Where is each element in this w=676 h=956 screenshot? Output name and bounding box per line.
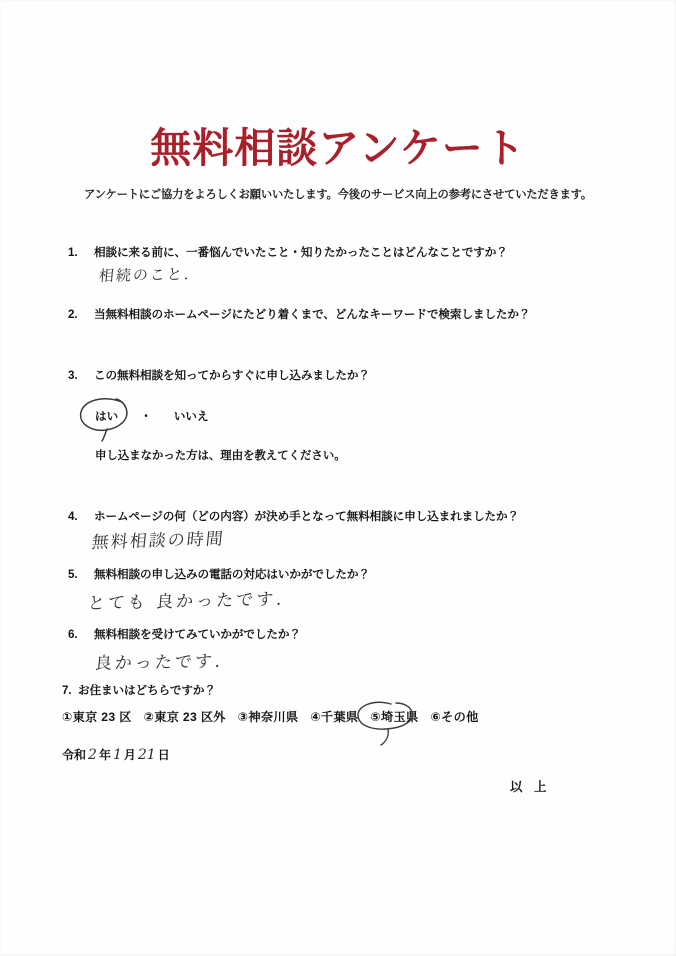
question-3 — [68, 367, 370, 383]
question-6-number: 6. — [68, 628, 78, 641]
option-saitama[interactable]: ⑤埼玉県 — [370, 710, 419, 724]
question-6-text: 無料相談を受けてみていかがでしたか？ — [94, 628, 301, 641]
option-chiba[interactable]: ④千葉県 — [310, 710, 359, 724]
question-6 — [68, 626, 301, 642]
question-3-choices — [95, 408, 209, 424]
question-5 — [68, 566, 370, 582]
question-5-text: 無料相談の申し込みの電話の対応はいかがでしたか？ — [94, 568, 370, 581]
answer-4-handwriting: 無料相談の時間 — [90, 529, 226, 554]
date-year-unit: 年 — [98, 748, 111, 762]
question-2-text: 当無料相談のホームページにたどり着くまで、どんなキーワードで検索しましたか？ — [94, 308, 531, 321]
option-kanagawa[interactable]: ③神奈川県 — [237, 710, 299, 724]
page-subtitle: アンケートにご協力をよろしくお願いいたします。今後のサービス向上の参考にさせていただきます。 — [84, 189, 592, 201]
question-1-number: 1. — [68, 246, 78, 259]
choice-no[interactable]: いいえ — [173, 410, 209, 423]
question-7-text: お住まいはどちらですか？ — [78, 684, 216, 697]
answer-1-handwriting: 相続のこと. — [98, 265, 192, 286]
option-tokyo-outside-23ku[interactable]: ②東京 23 区外 — [143, 710, 226, 724]
answer-6-handwriting: 良かったです. — [93, 651, 225, 675]
option-tokyo-23ku[interactable]: ①東京 23 区 — [62, 710, 132, 724]
question-4-text: ホームページの何（どの内容）が決め手となって無料相談に申し込まれましたか？ — [94, 510, 520, 523]
page-title: 無料相談アンケート — [150, 124, 526, 172]
choice-separator: ・ — [140, 410, 152, 423]
date-day-unit: 日 — [157, 748, 170, 762]
question-1-text: 相談に来る前に、一番悩んでいたこと・知りたかったことはどんなことですか？ — [94, 246, 508, 259]
question-7-number: 7. — [62, 684, 72, 697]
option-other[interactable]: ⑥その他 — [430, 710, 479, 724]
question-7-options — [62, 708, 491, 725]
date-month-value: 1 — [112, 747, 122, 763]
question-4 — [68, 508, 519, 524]
question-2 — [68, 306, 530, 322]
question-7 — [62, 682, 216, 698]
date-line — [62, 746, 170, 763]
date-year-value: 2 — [88, 747, 97, 763]
date-era: 令和 — [62, 748, 87, 762]
question-3-number: 3. — [68, 369, 78, 382]
question-3-text: この無料相談を知ってからすぐに申し込みましたか？ — [94, 369, 370, 382]
question-3-follow-up: 申し込まなかった方は、理由を教えてください。 — [95, 450, 346, 462]
question-2-number: 2. — [68, 308, 78, 321]
question-4-number: 4. — [68, 510, 78, 523]
date-month-unit: 月 — [123, 748, 136, 762]
answer-5-handwriting: とても 良かったです. — [86, 589, 286, 615]
closing-mark: 以 上 — [510, 780, 551, 794]
question-5-number: 5. — [68, 568, 78, 581]
date-day-value: 21 — [137, 747, 156, 763]
question-1 — [68, 244, 508, 260]
choice-yes[interactable]: はい — [95, 410, 119, 423]
